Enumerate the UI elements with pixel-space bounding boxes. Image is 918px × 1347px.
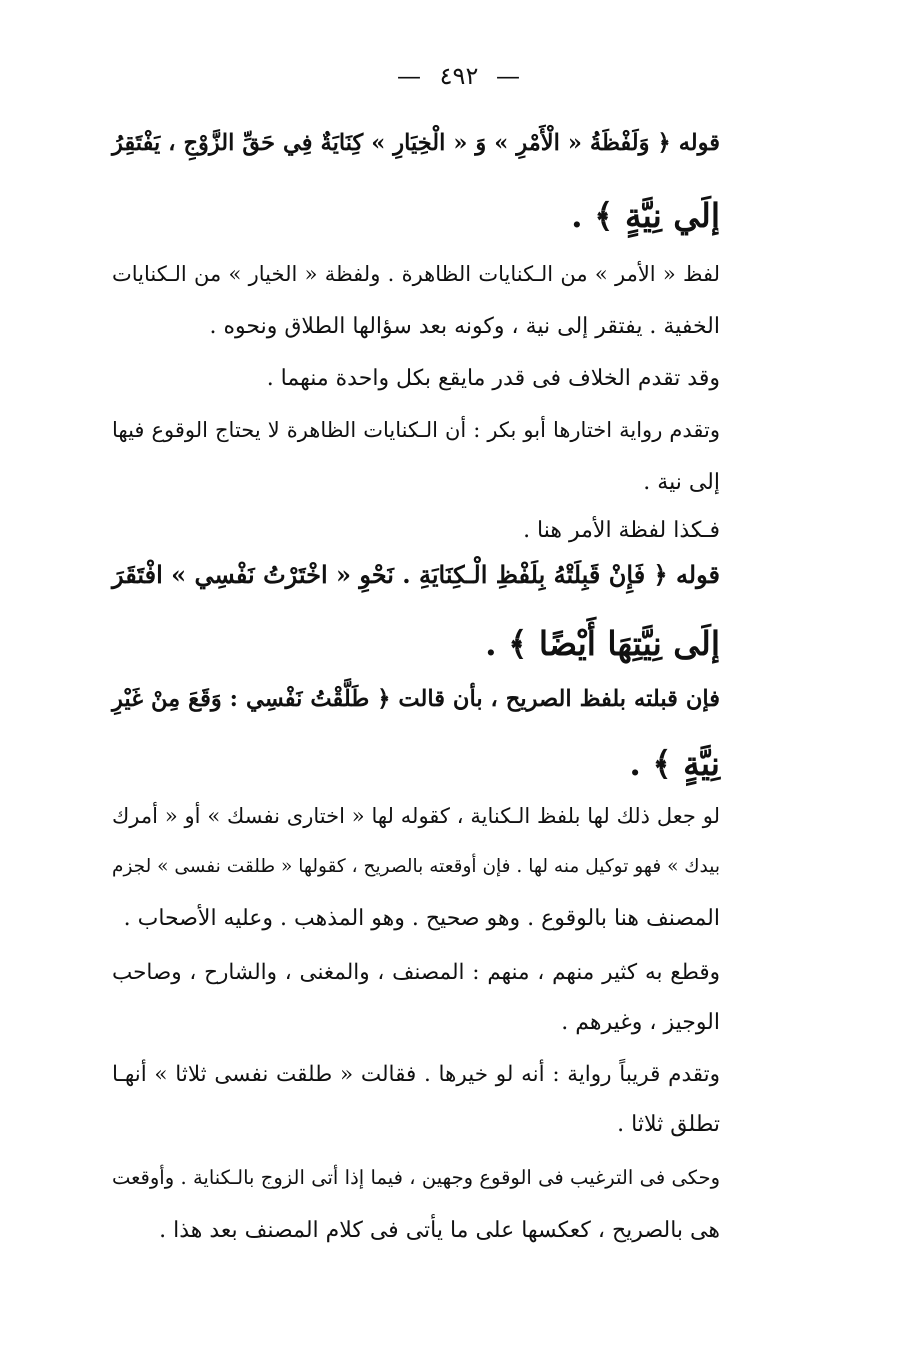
text-line: الوجيز ، وغيرهم . <box>561 1010 720 1035</box>
text-line: لو جعل ذلك لها بلفظ الـكناية ، كقوله لها « اختارى نفسك » أو « أمرك <box>112 804 720 828</box>
text-line: المصنف هنا بالوقوع . وهو صحيح . وهو المذهب . وعليه الأصحاب . <box>123 906 720 931</box>
page-number-value: ٤٩٢ <box>439 62 479 90</box>
text-line: وتقدم رواية اختارها أبو بكر : أن الـكنايات الظاهرة لا يحتاج الوقوع فيها <box>112 418 720 442</box>
text-line: لفظ « الأمر » من الـكنايات الظاهرة . ولفظة « الخيار » من الـكنايات <box>112 262 720 286</box>
quote-line: قوله ﴿ فَإِنْ قَبِلَتْهُ بِلَفْظِ الْـكِنَايَةِ . نَحْوِ « اخْتَرْتُ نَفْسِي » افْتَقَرَ <box>112 560 720 589</box>
text-line: وحكى فى الترغيب فى الوقوع وجهين ، فيما إذا أتى الزوج بالـكناية . وأوقعت <box>112 1166 720 1189</box>
text-line: وقد تقدم الخلاف فى قدر مايقع بكل واحدة منهما . <box>266 366 720 391</box>
text-line: تطلق ثلاثا . <box>617 1112 720 1137</box>
text-line: فـكذا لفظة الأمر هنا . <box>523 518 720 543</box>
text-line: الخفية . يفتقر إلى نية ، وكونه بعد سؤالها الطلاق ونحوه . <box>209 314 720 339</box>
text-line: إلى نية . <box>643 470 720 495</box>
page-number-dash-left: — <box>397 62 423 90</box>
quote-line: قوله ﴿ وَلَفْظَةُ « الْأَمْرِ » وَ « الْخِيَارِ » كِنَايَةٌ فِي حَقِّ الزَّوْجِ ، يَفْتَقِرُ <box>112 130 720 156</box>
quote-line: فإن قبلته بلفظ الصريح ، بأن قالت ﴿ طَلَّقْتُ نَفْسِي : وَقَعَ مِنْ غَيْرِ <box>112 686 720 712</box>
page-number <box>0 62 918 90</box>
quote-line: إلَي نِيَّةٍ ﴾ . <box>571 196 720 235</box>
text-line: وتقدم قريباً رواية : أنه لو خيرها . فقالت « طلقت نفسى ثلاثا » أنهـا <box>112 1062 720 1087</box>
quote-line: إلَى نِيَّتِهَا أَيْضًا ﴾ . <box>485 624 720 663</box>
text-line: بيدك » فهو توكيل منه لها . فإن أوقعته بالصريح ، كقولها « طلقت نفسى » لجزم <box>112 856 720 877</box>
text-line: وقطع به كثير منهم ، منهم : المصنف ، والمغنى ، والشارح ، وصاحب <box>112 960 720 985</box>
quote-line: نِيَّةٍ ﴾ . <box>629 744 720 783</box>
text-line: هى بالصريح ، كعكسها على ما يأتى فى كلام المصنف بعد هذا . <box>159 1218 720 1243</box>
page-number-dash-right: — <box>495 62 521 90</box>
